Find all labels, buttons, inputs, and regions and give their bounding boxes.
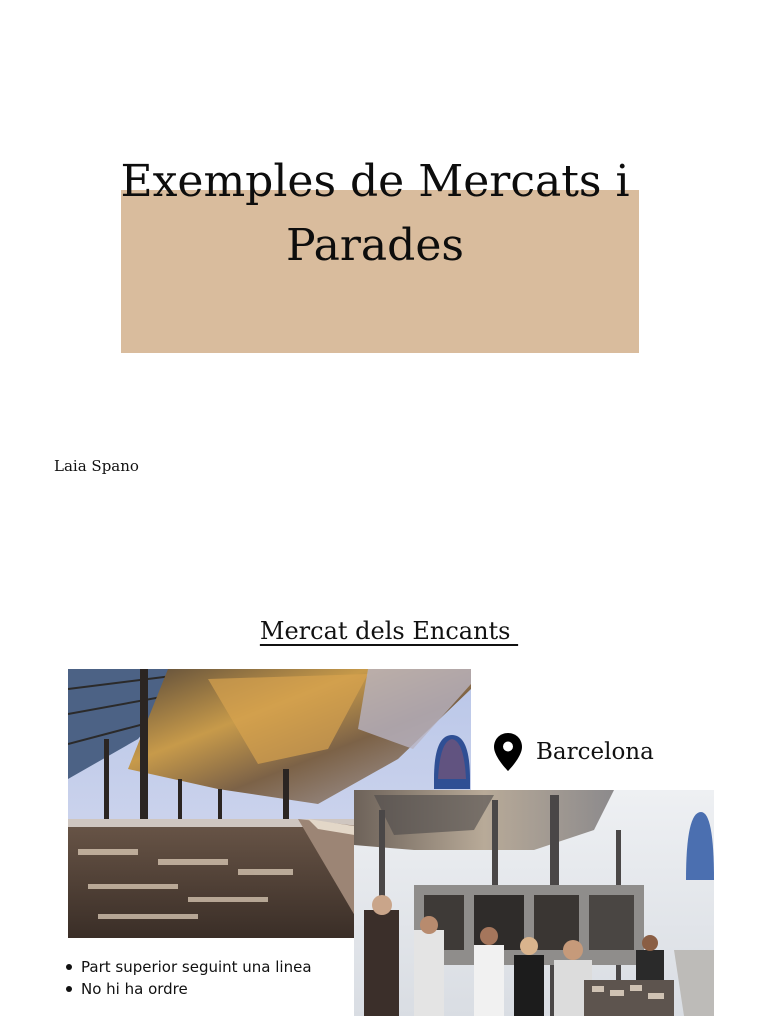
- map-pin-icon: [494, 733, 522, 771]
- page-title: Exemples de Mercats i Parades: [120, 156, 630, 271]
- section-heading-text: Mercat dels Encants: [259, 617, 519, 645]
- author-name: Laia Spano: [54, 457, 139, 475]
- section-heading: [0, 617, 768, 645]
- bullet-list: [66, 956, 312, 1000]
- list-item: Part superior seguint una linea: [66, 956, 312, 978]
- list-item: No hi ha ordre: [66, 978, 312, 1000]
- location-label: Barcelona: [536, 739, 654, 765]
- location-row: [494, 732, 654, 772]
- market-stalls-photo: [354, 790, 714, 1016]
